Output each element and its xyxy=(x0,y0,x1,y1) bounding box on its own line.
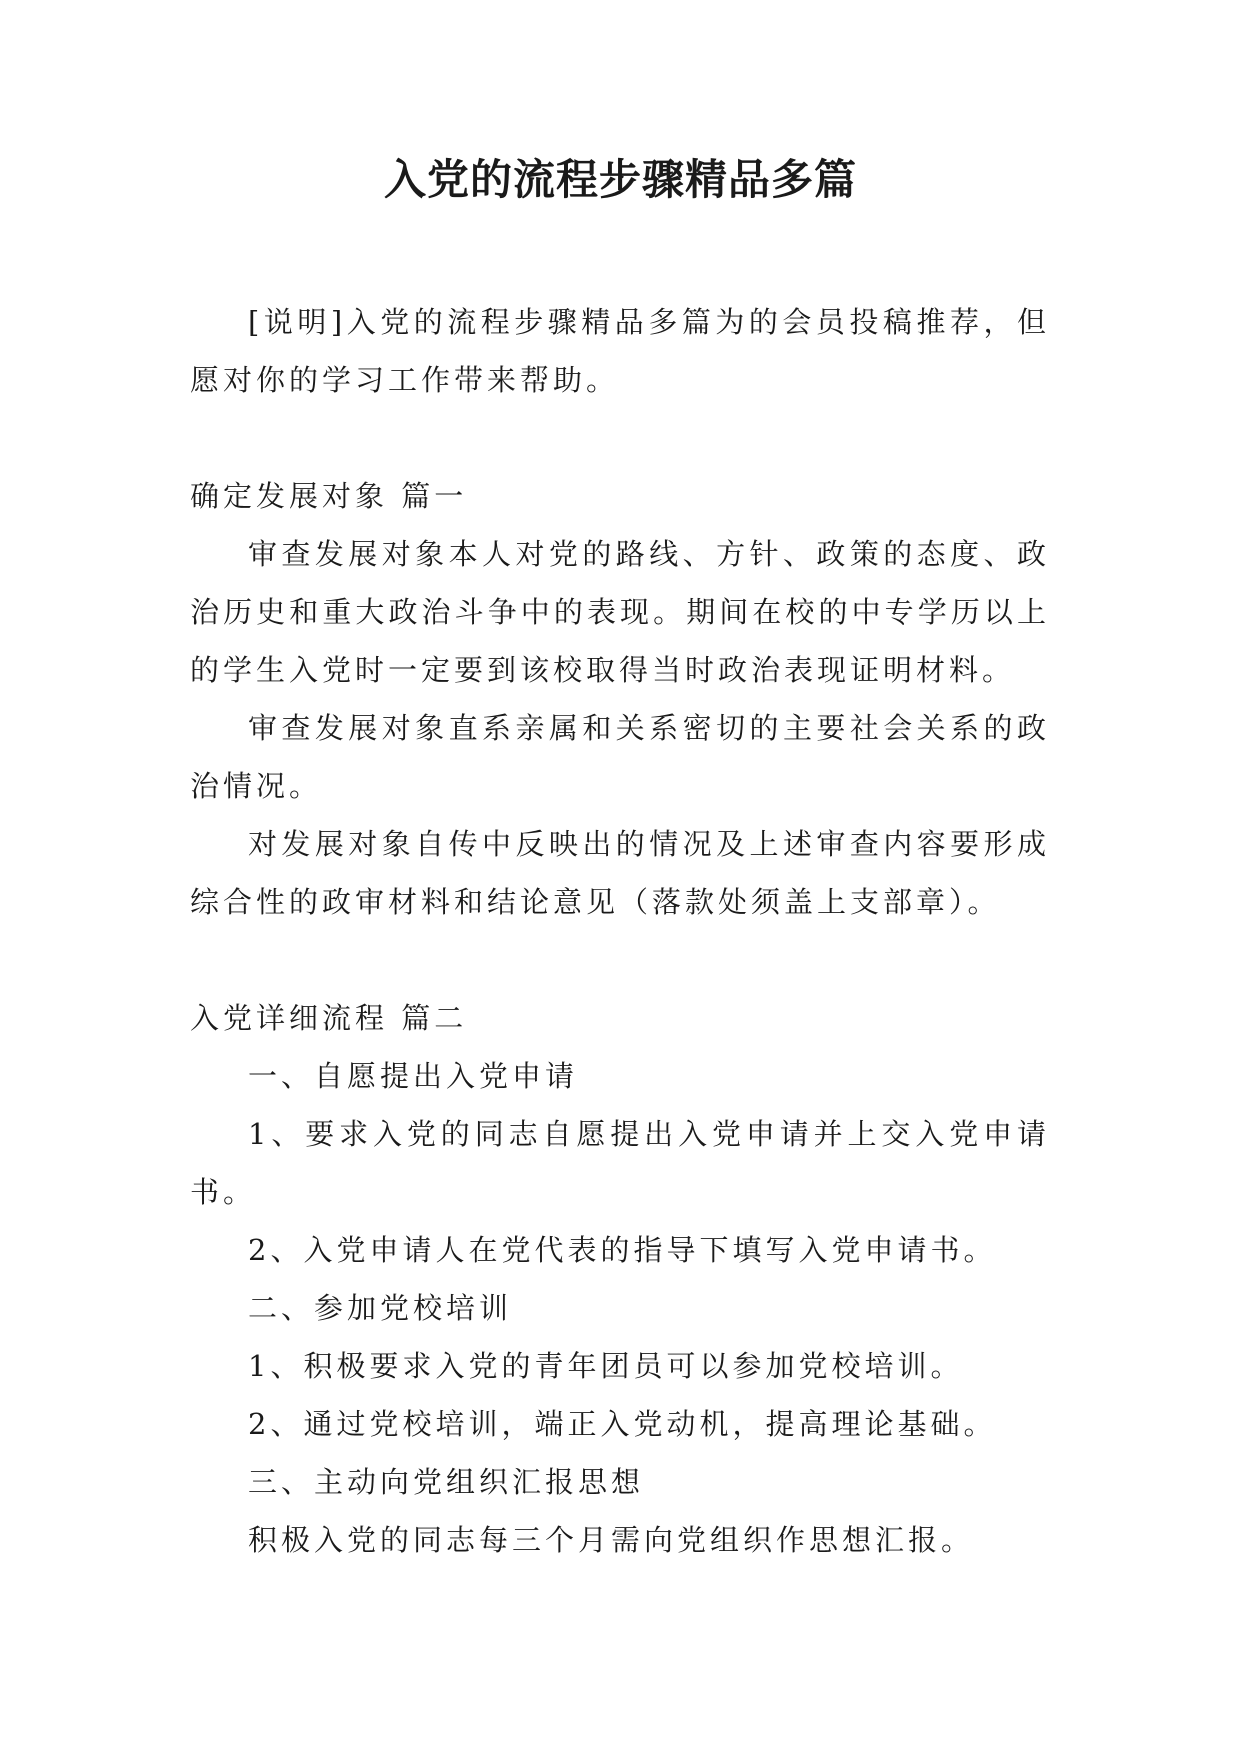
section-heading-2: 入党详细流程 篇二 xyxy=(190,1001,468,1035)
section2-paragraph-2: 1、要求入党的同志自愿提出入党申请并上交入党申请书。 xyxy=(190,1117,1050,1209)
section2-paragraph-3: 2、入党申请人在党代表的指导下填写入党申请书。 xyxy=(248,1233,997,1267)
section1-paragraph-1: 审查发展对象本人对党的路线、方针、政策的态度、政治历史和重大政治斗争中的表现。期间在校的中专学历以上的学生入党时一定要到该校取得当时政治表现证明材料。 xyxy=(190,537,1050,687)
section2-paragraph-1: 一、自愿提出入党申请 xyxy=(248,1059,579,1093)
section2-paragraph-6: 2、通过党校培训，端正入党动机，提高理论基础。 xyxy=(248,1407,997,1441)
section2-paragraph-7: 三、主动向党组织汇报思想 xyxy=(248,1465,645,1499)
section1-paragraph-2: 审查发展对象直系亲属和关系密切的主要社会关系的政治情况。 xyxy=(190,711,1050,803)
section-heading-1: 确定发展对象 篇一 xyxy=(190,479,468,513)
intro-paragraph: [说明]入党的流程步骤精品多篇为的会员投稿推荐，但愿对你的学习工作带来帮助。 xyxy=(190,305,1050,397)
document-body xyxy=(190,293,1050,1569)
section2-paragraph-4: 二、参加党校培训 xyxy=(248,1291,513,1325)
section2-paragraph-8: 积极入党的同志每三个月需向党组织作思想汇报。 xyxy=(248,1523,975,1557)
section1-paragraph-3: 对发展对象自传中反映出的情况及上述审查内容要形成综合性的政审材料和结论意见（落款处须盖上支部章）。 xyxy=(190,827,1050,919)
document-title: 入党的流程步骤精品多篇 xyxy=(383,155,857,204)
section2-paragraph-5: 1、积极要求入党的青年团员可以参加党校培训。 xyxy=(248,1349,964,1383)
